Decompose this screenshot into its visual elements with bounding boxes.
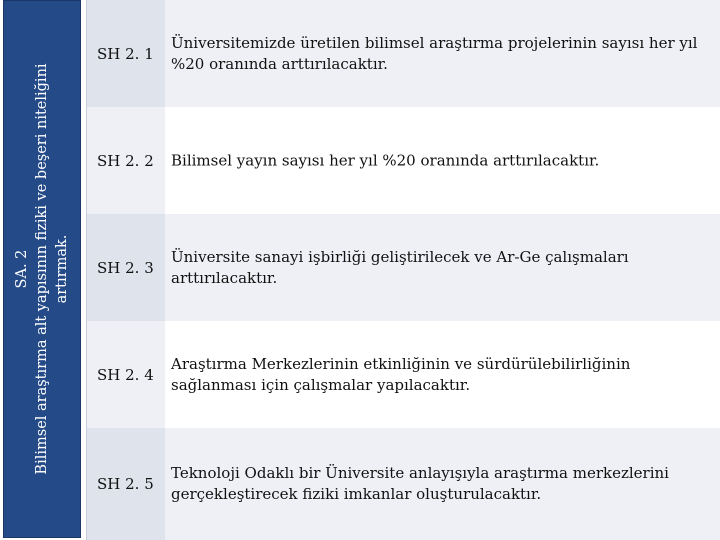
goal-code-cell — [86, 321, 166, 428]
goal-code: SH 2. 5 — [97, 475, 154, 493]
goal-text-cell — [165, 214, 720, 321]
goal-text-cell — [165, 0, 720, 107]
goal-code-cell — [86, 0, 166, 107]
goal-text: Üniversite sanayi işbirliği geliştirilecek ve Ar-Ge çalışmaları arttırılacaktır. — [171, 247, 629, 287]
table-row — [86, 214, 720, 321]
goal-text: Teknoloji Odaklı bir Üniversite anlayışıyla araştırma merkezlerini gerçekleştirecek fiziki imkanlar oluşturulacaktır. — [171, 464, 669, 503]
goals-table — [86, 0, 720, 540]
goal-code-cell — [86, 214, 166, 321]
table-row — [86, 0, 720, 107]
table-row — [86, 321, 720, 428]
aim-code: SA. 2 — [14, 249, 30, 289]
goal-code: SH 2. 3 — [97, 258, 154, 277]
aim-text-line1: Bilimsel araştırma alt yapısının fiziki ve beşeri niteliğini — [34, 63, 50, 475]
table-row — [86, 428, 720, 540]
aim-text-line2: artırmak. — [54, 234, 70, 304]
strategic-aim-title — [12, 9, 72, 529]
goal-code: SH 2. 4 — [97, 365, 154, 384]
goal-text-cell — [165, 321, 720, 428]
table-row — [86, 107, 720, 214]
goal-text-cell — [165, 428, 720, 540]
goal-code-cell — [86, 428, 166, 540]
goal-code-cell — [86, 107, 166, 214]
strategic-aim-panel — [3, 0, 81, 538]
goal-text: Araştırma Merkezlerinin etkinliğinin ve sürdürülebilirliğinin sağlanması için çalışmalar yapılacaktır. — [171, 354, 631, 394]
goal-code: SH 2. 2 — [97, 151, 154, 170]
goal-code: SH 2. 1 — [97, 44, 154, 63]
goal-text: Bilimsel yayın sayısı her yıl %20 oranında arttırılacaktır. — [171, 151, 600, 169]
goal-text: Üniversitemizde üretilen bilimsel araştırma projelerinin sayısı her yıl %20 oranında arttırılacaktır. — [171, 33, 698, 73]
goal-text-cell — [165, 107, 720, 214]
